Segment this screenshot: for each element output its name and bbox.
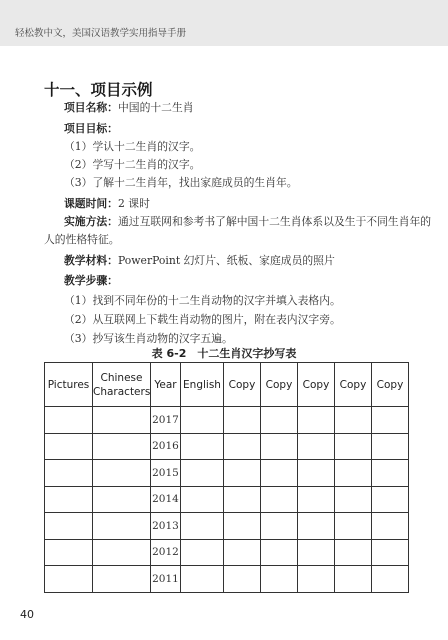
copy-cell bbox=[224, 513, 261, 540]
method-continuation: 人的性格特征。 bbox=[44, 233, 120, 246]
materials-label: 教学材料： bbox=[64, 254, 118, 267]
copy-cell bbox=[224, 539, 261, 566]
copy-cell bbox=[372, 407, 409, 434]
copy-cell bbox=[335, 407, 372, 434]
project-name-value: 中国的十二生肖 bbox=[117, 101, 194, 114]
step-item: （1）找到不同年份的十二生肖动物的汉字并填入表格内。 bbox=[64, 294, 341, 307]
characters-cell bbox=[93, 407, 151, 434]
characters-cell bbox=[93, 513, 151, 540]
goal-item: （3）了解十二生肖年，找出家庭成员的生肖年。 bbox=[64, 176, 298, 189]
characters-cell bbox=[93, 433, 151, 460]
english-cell bbox=[181, 513, 224, 540]
copy-cell bbox=[261, 460, 298, 487]
picture-cell bbox=[45, 407, 93, 434]
year-cell: 2013 bbox=[151, 513, 181, 540]
method-text: 通过互联网和参考书了解中国十二生肖体系以及生于不同生肖年的 bbox=[117, 215, 432, 228]
table-row bbox=[45, 513, 409, 540]
picture-cell bbox=[45, 460, 93, 487]
characters-cell bbox=[93, 539, 151, 566]
goal-item: （2）学写十二生肖的汉字。 bbox=[64, 158, 201, 171]
english-cell bbox=[181, 407, 224, 434]
copy-cell bbox=[298, 407, 335, 434]
english-cell bbox=[181, 486, 224, 513]
copy-cell bbox=[335, 433, 372, 460]
project-name-line bbox=[64, 101, 194, 114]
english-cell bbox=[181, 433, 224, 460]
project-name-label: 项目名称： bbox=[64, 101, 118, 114]
steps-line bbox=[64, 274, 118, 287]
column-header-copy: Copy bbox=[224, 363, 261, 407]
column-header-pictures: Pictures bbox=[45, 363, 93, 407]
english-cell bbox=[181, 566, 224, 593]
copy-cell bbox=[261, 513, 298, 540]
english-cell bbox=[181, 460, 224, 487]
copy-cell bbox=[224, 433, 261, 460]
section-heading: 十一、项目示例 bbox=[44, 81, 153, 99]
course-hours-value: 2 课时 bbox=[117, 197, 150, 210]
zodiac-copy-table bbox=[44, 362, 409, 593]
characters-cell bbox=[93, 486, 151, 513]
column-header-copy: Copy bbox=[298, 363, 335, 407]
year-cell: 2017 bbox=[151, 407, 181, 434]
project-goals-label: 项目目标： bbox=[64, 122, 118, 135]
copy-cell bbox=[372, 513, 409, 540]
method-label: 实施方法： bbox=[64, 215, 118, 228]
table-row bbox=[45, 566, 409, 593]
goal-item: （1）学认十二生肖的汉字。 bbox=[64, 140, 201, 153]
copy-cell bbox=[298, 566, 335, 593]
picture-cell bbox=[45, 513, 93, 540]
copy-cell bbox=[335, 460, 372, 487]
copy-cell bbox=[298, 539, 335, 566]
copy-cell bbox=[372, 539, 409, 566]
step-item: （2）从互联网上下载生肖动物的图片，附在表内汉字旁。 bbox=[64, 313, 341, 326]
copy-cell bbox=[261, 407, 298, 434]
copy-cell bbox=[298, 433, 335, 460]
copy-cell bbox=[335, 486, 372, 513]
table-row bbox=[45, 433, 409, 460]
page-number: 40 bbox=[20, 608, 34, 621]
table-row bbox=[45, 539, 409, 566]
copy-cell bbox=[261, 539, 298, 566]
step-item: （3）抄写该生肖动物的汉字五遍。 bbox=[64, 332, 233, 345]
copy-cell bbox=[261, 433, 298, 460]
table-row bbox=[45, 460, 409, 487]
year-cell: 2016 bbox=[151, 433, 181, 460]
copy-cell bbox=[261, 566, 298, 593]
copy-cell bbox=[372, 486, 409, 513]
materials-line bbox=[64, 254, 335, 267]
materials-value: PowerPoint 幻灯片、纸板、家庭成员的照片 bbox=[117, 254, 335, 267]
characters-cell bbox=[93, 460, 151, 487]
copy-cell bbox=[372, 460, 409, 487]
column-header-copy: Copy bbox=[335, 363, 372, 407]
year-cell: 2015 bbox=[151, 460, 181, 487]
copy-cell bbox=[224, 566, 261, 593]
column-header-copy: Copy bbox=[261, 363, 298, 407]
year-cell: 2012 bbox=[151, 539, 181, 566]
copy-cell bbox=[298, 460, 335, 487]
table-header-row bbox=[45, 363, 409, 407]
table-caption: 表 6-2 十二生肖汉字抄写表 bbox=[151, 347, 297, 360]
method-line bbox=[64, 215, 431, 228]
running-header: 轻松教中文，美国汉语教学实用指导手册 bbox=[15, 28, 187, 39]
copy-cell bbox=[372, 433, 409, 460]
copy-cell bbox=[224, 407, 261, 434]
column-header-english: English bbox=[181, 363, 224, 407]
copy-cell bbox=[224, 460, 261, 487]
copy-cell bbox=[372, 566, 409, 593]
copy-cell bbox=[298, 486, 335, 513]
characters-cell bbox=[93, 566, 151, 593]
column-header-year: Year bbox=[151, 363, 181, 407]
copy-cell bbox=[335, 513, 372, 540]
year-cell: 2011 bbox=[151, 566, 181, 593]
copy-cell bbox=[335, 566, 372, 593]
column-header-chinese-characters: Chinese Characters bbox=[93, 363, 151, 407]
table-row bbox=[45, 407, 409, 434]
table-row bbox=[45, 486, 409, 513]
project-goals-line bbox=[64, 122, 118, 135]
copy-cell bbox=[298, 513, 335, 540]
picture-cell bbox=[45, 486, 93, 513]
picture-cell bbox=[45, 433, 93, 460]
copy-cell bbox=[335, 539, 372, 566]
copy-cell bbox=[261, 486, 298, 513]
year-cell: 2014 bbox=[151, 486, 181, 513]
picture-cell bbox=[45, 566, 93, 593]
english-cell bbox=[181, 539, 224, 566]
column-header-copy: Copy bbox=[372, 363, 409, 407]
picture-cell bbox=[45, 539, 93, 566]
copy-cell bbox=[224, 486, 261, 513]
course-hours-line bbox=[64, 197, 150, 210]
header-bar bbox=[0, 0, 448, 46]
course-hours-label: 课题时间： bbox=[64, 197, 118, 210]
steps-label: 教学步骤： bbox=[64, 274, 118, 287]
